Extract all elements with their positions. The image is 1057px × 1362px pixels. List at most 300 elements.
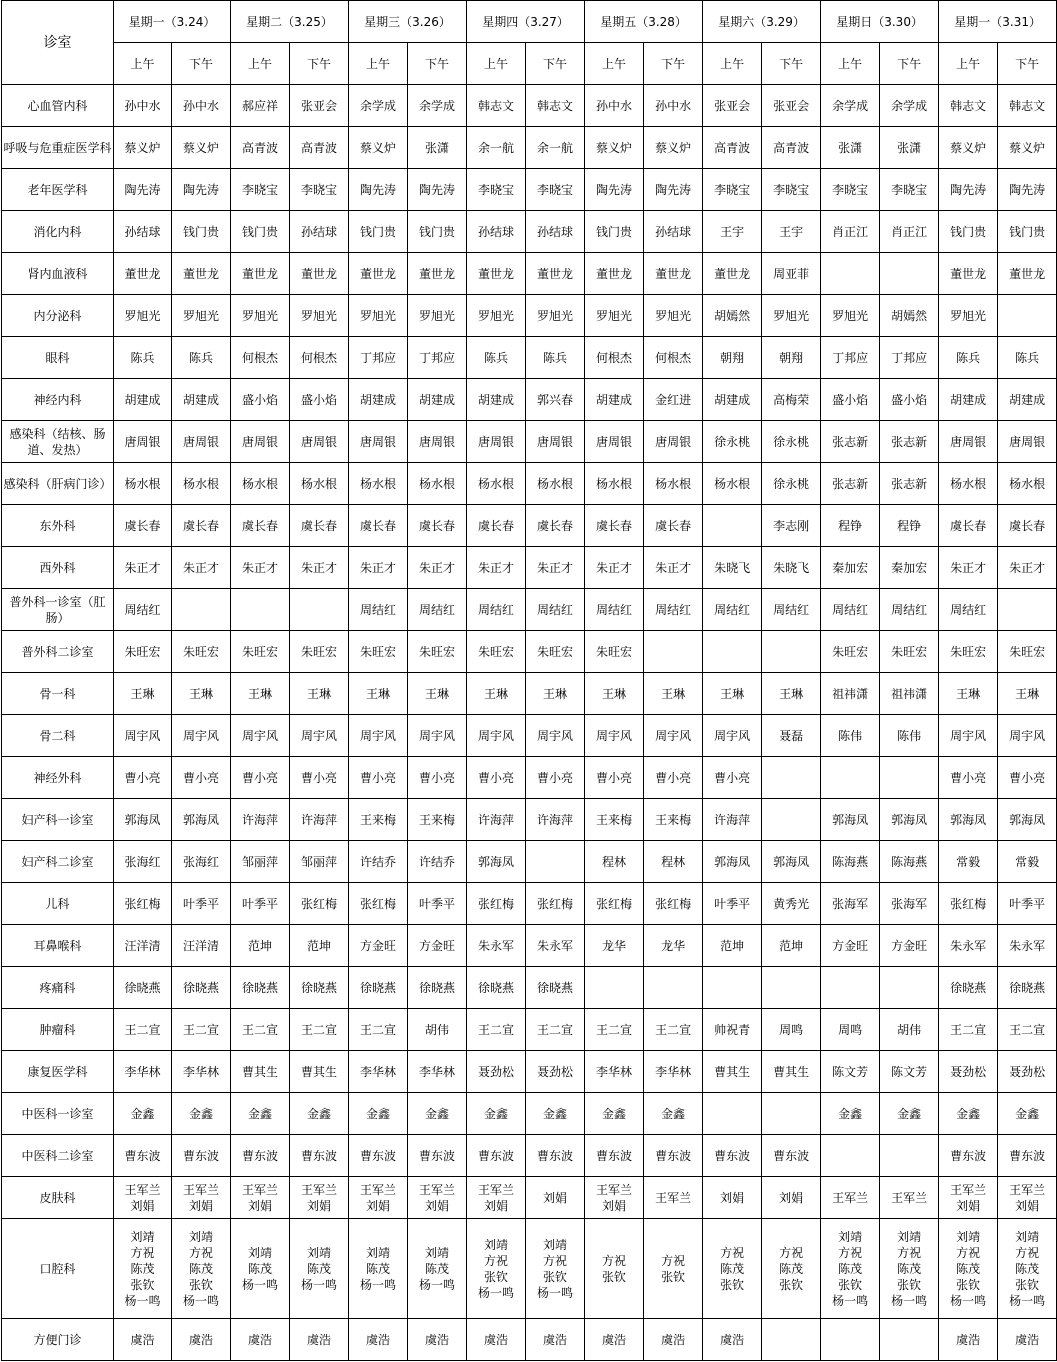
doctor-name: 蔡义炉 [360,140,397,155]
doctor-name: 虞长春 [419,518,456,533]
doctor-name: 徐晓燕 [301,980,338,995]
doctor-name: 朱晓飞 [714,560,751,575]
doctor-cell [231,295,290,337]
doctor-name: 朱正才 [242,560,279,575]
doctor-cell [467,925,526,967]
doctor-cell [939,1177,998,1219]
doctor-name: 王琳 [307,686,332,701]
doctor-cell [408,631,467,673]
doctor-name: 虞浩 [543,1332,568,1347]
doctor-name: 朱旺宏 [537,644,574,659]
doctor-cell [114,337,172,379]
doctor-name: 张志新 [832,476,869,491]
doctor-name: 曹东波 [360,1148,397,1163]
doctor-cell [467,1219,526,1319]
doctor-cell [762,1219,821,1319]
doctor-name: 陈伟 [897,728,922,743]
doctor-name: 余一航 [537,140,574,155]
doctor-name: 虞浩 [130,1332,155,1347]
doctor-cell [762,295,821,337]
doctor-cell [172,211,231,253]
doctor-name: 刘靖 [897,1229,922,1244]
doctor-cell [467,295,526,337]
doctor-name: 唐周银 [242,434,279,449]
doctor-name: 曹小亮 [183,770,220,785]
doctor-cell [290,1319,349,1361]
doctor-cell [821,295,880,337]
doctor-name: 肖正江 [832,224,869,239]
department-row [2,841,1057,883]
doctor-cell [290,1051,349,1093]
doctor-cell [880,1051,939,1093]
doctor-name: 曹其生 [242,1064,279,1079]
doctor-name: 杨水根 [478,476,515,491]
doctor-cell [644,1177,703,1219]
doctor-name: 朱正才 [360,560,397,575]
doctor-cell [762,631,821,673]
doctor-cell [349,1093,408,1135]
doctor-cell [703,547,762,589]
doctor-name: 郭海凤 [1009,812,1046,827]
doctor-cell [703,631,762,673]
doctor-name: 周宇风 [1009,728,1046,743]
doctor-name: 杨一鸣 [419,1277,456,1292]
doctor-name: 余一航 [478,140,515,155]
doctor-name: 曹小亮 [124,770,161,785]
day-header: 星期五（3.28） [585,1,703,43]
department-row [2,295,1057,337]
doctor-name: 刘娟 [543,1190,568,1205]
department-name: 老年医学科 [2,169,114,211]
doctor-name: 韩志文 [478,98,515,113]
doctor-cell [585,463,644,505]
doctor-cell [526,883,585,925]
doctor-cell [467,379,526,421]
doctor-name: 周结红 [714,602,751,617]
doctor-cell [114,799,172,841]
doctor-name: 祖祎潇 [832,686,869,701]
doctor-name: 杨水根 [596,476,633,491]
doctor-cell [880,1177,939,1219]
doctor-name: 虞浩 [425,1332,450,1347]
doctor-name: 朱晓飞 [773,560,810,575]
doctor-name: 杨一鸣 [360,1277,397,1292]
doctor-name: 陈兵 [484,350,509,365]
doctor-name: 陈海燕 [891,854,928,869]
doctor-name: 王琳 [543,686,568,701]
doctor-name: 王军兰 [655,1190,692,1205]
doctor-name: 刘娟 [484,1198,509,1213]
doctor-name: 朝翔 [779,350,804,365]
doctor-name: 张红梅 [596,896,633,911]
doctor-name: 周结红 [419,602,456,617]
doctor-name: 曹东波 [478,1148,515,1163]
doctor-name: 朱旺宏 [124,644,161,659]
doctor-name: 徐晓燕 [1009,980,1046,995]
doctor-cell [703,757,762,799]
doctor-cell [939,253,998,295]
doctor-name: 程林 [661,854,686,869]
doctor-name: 曹东波 [773,1148,810,1163]
doctor-name: 徐晓燕 [242,980,279,995]
doctor-cell [939,505,998,547]
department-name: 康复医学科 [2,1051,114,1093]
doctor-name: 朱旺宏 [419,644,456,659]
doctor-name: 蔡义炉 [1009,140,1046,155]
doctor-cell [349,463,408,505]
doctor-name: 肖正江 [891,224,928,239]
doctor-name: 周宇风 [242,728,279,743]
doctor-name: 唐周银 [478,434,515,449]
doctor-name: 曹其生 [714,1064,751,1079]
doctor-cell [114,85,172,127]
doctor-cell [467,589,526,631]
doctor-cell [703,1135,762,1177]
doctor-cell [998,1009,1057,1051]
doctor-name: 董世龙 [478,266,515,281]
doctor-cell [880,799,939,841]
doctor-cell [939,589,998,631]
doctor-cell [467,883,526,925]
doctor-name: 张钦 [189,1277,214,1292]
doctor-cell [821,589,880,631]
doctor-name: 虞浩 [484,1332,509,1347]
doctor-name: 虞长春 [950,518,987,533]
department-row [2,1135,1057,1177]
doctor-name: 王琳 [425,686,450,701]
doctor-name: 陈兵 [543,350,568,365]
doctor-cell [408,673,467,715]
doctor-name: 虞长春 [183,518,220,533]
doctor-cell [762,1093,821,1135]
doctor-name: 曹小亮 [950,770,987,785]
doctor-name: 杨水根 [714,476,751,491]
doctor-name: 周结红 [537,602,574,617]
doctor-cell [644,883,703,925]
department-row [2,1051,1057,1093]
doctor-name: 陈茂 [130,1261,155,1276]
doctor-name: 王二宣 [478,1022,515,1037]
doctor-cell [231,799,290,841]
morning-header: 上午 [939,43,998,85]
doctor-cell [349,883,408,925]
department-row [2,1319,1057,1361]
department-name: 皮肤科 [2,1177,114,1219]
doctor-cell [526,799,585,841]
doctor-cell [349,547,408,589]
doctor-name: 何根杰 [242,350,279,365]
doctor-cell [703,841,762,883]
doctor-cell [172,1093,231,1135]
doctor-cell [467,1009,526,1051]
doctor-cell [703,1219,762,1319]
doctor-name: 朱永军 [1009,938,1046,953]
doctor-cell [939,547,998,589]
doctor-name: 朱永军 [478,938,515,953]
department-row [2,715,1057,757]
doctor-name: 杨水根 [360,476,397,491]
doctor-name: 朱旺宏 [478,644,515,659]
doctor-name: 孙中水 [596,98,633,113]
doctor-cell [998,547,1057,589]
doctor-cell [349,673,408,715]
doctor-name: 钱门贵 [596,224,633,239]
doctor-cell [939,337,998,379]
doctor-cell [408,1093,467,1135]
doctor-name: 周宇风 [950,728,987,743]
doctor-cell [349,589,408,631]
doctor-cell [231,1219,290,1319]
doctor-name: 王军兰 [419,1182,456,1197]
doctor-name: 曹小亮 [419,770,456,785]
doctor-cell [114,1093,172,1135]
doctor-name: 张红梅 [478,896,515,911]
doctor-name: 范坤 [248,938,273,953]
doctor-name: 陈茂 [189,1261,214,1276]
doctor-name: 李华林 [655,1064,692,1079]
doctor-name: 孙结球 [301,224,338,239]
doctor-name: 朱旺宏 [596,644,633,659]
doctor-name: 方金旺 [891,938,928,953]
doctor-cell [762,253,821,295]
doctor-cell [349,757,408,799]
doctor-name: 王来梅 [360,812,397,827]
doctor-cell [585,883,644,925]
doctor-name: 龙华 [661,938,686,953]
doctor-cell [762,505,821,547]
doctor-name: 陶先涛 [419,182,456,197]
doctor-name: 周结红 [891,602,928,617]
doctor-cell [703,799,762,841]
doctor-cell [526,211,585,253]
doctor-name: 曹东波 [301,1148,338,1163]
doctor-cell [526,505,585,547]
morning-header: 上午 [585,43,644,85]
doctor-cell [644,169,703,211]
doctor-cell [231,211,290,253]
doctor-cell [880,841,939,883]
doctor-cell [880,421,939,463]
doctor-name: 陶先涛 [950,182,987,197]
doctor-name: 余学成 [891,98,928,113]
doctor-cell [526,169,585,211]
doctor-name: 刘靖 [956,1229,981,1244]
doctor-cell [585,1093,644,1135]
doctor-cell [114,925,172,967]
doctor-name: 董世龙 [714,266,751,281]
doctor-name: 曹东波 [1009,1148,1046,1163]
doctor-cell [703,673,762,715]
doctor-name: 杨一鸣 [478,1285,515,1300]
doctor-name: 朱正才 [183,560,220,575]
doctor-cell [172,757,231,799]
doctor-name: 方祝 [484,1253,509,1268]
department-row [2,1177,1057,1219]
doctor-cell [172,379,231,421]
doctor-cell [703,505,762,547]
doctor-cell [644,421,703,463]
doctor-cell [880,211,939,253]
doctor-name: 秦加宏 [891,560,928,575]
doctor-name: 孙结球 [478,224,515,239]
doctor-cell [408,1009,467,1051]
doctor-cell [939,1219,998,1319]
doctor-cell [644,1319,703,1361]
doctor-cell [290,799,349,841]
doctor-name: 杨一鸣 [301,1277,338,1292]
doctor-name: 金鑫 [425,1106,450,1121]
doctor-name: 王二宣 [360,1022,397,1037]
doctor-name: 朝翔 [720,350,745,365]
doctor-cell [526,715,585,757]
doctor-name: 龙华 [602,938,627,953]
doctor-cell [231,673,290,715]
doctor-name: 王来梅 [419,812,456,827]
doctor-name: 朱正才 [124,560,161,575]
doctor-name: 唐周银 [1009,434,1046,449]
doctor-name: 曹其生 [773,1064,810,1079]
doctor-cell [526,757,585,799]
doctor-name: 周宇风 [537,728,574,743]
doctor-cell [998,1177,1057,1219]
afternoon-header: 下午 [408,43,467,85]
doctor-name: 金鑫 [130,1106,155,1121]
doctor-name: 方祝 [720,1245,745,1260]
doctor-cell [644,1219,703,1319]
doctor-cell [880,505,939,547]
doctor-cell [821,631,880,673]
doctor-name: 周宇风 [419,728,456,743]
doctor-cell [467,463,526,505]
doctor-cell [172,463,231,505]
doctor-cell [408,421,467,463]
doctor-name: 胡建成 [596,392,633,407]
department-row [2,673,1057,715]
doctor-cell [231,253,290,295]
doctor-name: 金鑫 [307,1106,332,1121]
doctor-name: 周宇风 [183,728,220,743]
doctor-name: 张海红 [124,854,161,869]
doctor-cell [290,1219,349,1319]
department-name: 眼科 [2,337,114,379]
doctor-cell [644,1135,703,1177]
doctor-name: 曹东波 [537,1148,574,1163]
doctor-name: 虞浩 [366,1332,391,1347]
doctor-cell [231,337,290,379]
doctor-name: 朱旺宏 [301,644,338,659]
doctor-name: 罗旭光 [832,308,869,323]
doctor-name: 高青波 [301,140,338,155]
department-row [2,1093,1057,1135]
doctor-cell [114,505,172,547]
doctor-cell [939,1135,998,1177]
doctor-cell [644,589,703,631]
doctor-cell [703,169,762,211]
doctor-cell [644,547,703,589]
doctor-cell [880,589,939,631]
afternoon-header: 下午 [880,43,939,85]
doctor-cell [408,841,467,883]
doctor-cell [114,673,172,715]
doctor-cell [703,1093,762,1135]
doctor-name: 罗旭光 [596,308,633,323]
doctor-cell [526,253,585,295]
doctor-name: 王琳 [720,686,745,701]
doctor-name: 张钦 [897,1277,922,1292]
doctor-name: 罗旭光 [242,308,279,323]
doctor-cell [880,295,939,337]
department-name: 呼吸与危重症医学科 [2,127,114,169]
doctor-name: 刘靖 [130,1229,155,1244]
doctor-cell [585,547,644,589]
doctor-cell [408,463,467,505]
doctor-cell [231,589,290,631]
doctor-cell [408,169,467,211]
doctor-name: 董世龙 [537,266,574,281]
doctor-cell [467,505,526,547]
doctor-name: 唐周银 [360,434,397,449]
doctor-name: 董世龙 [655,266,692,281]
doctor-cell [939,169,998,211]
doctor-name: 陈茂 [779,1261,804,1276]
doctor-name: 杨水根 [1009,476,1046,491]
doctor-cell [114,211,172,253]
doctor-name: 刘娟 [130,1198,155,1213]
doctor-cell [467,631,526,673]
doctor-name: 许海萍 [714,812,751,827]
doctor-cell [467,799,526,841]
afternoon-header: 下午 [998,43,1057,85]
doctor-name: 陶先涛 [655,182,692,197]
doctor-cell [880,757,939,799]
doctor-name: 徐晓燕 [537,980,574,995]
doctor-cell [703,1009,762,1051]
doctor-cell [998,1135,1057,1177]
doctor-cell [290,379,349,421]
doctor-cell [644,1093,703,1135]
doctor-cell [114,169,172,211]
doctor-name: 王军兰 [301,1182,338,1197]
doctor-name: 朱旺宏 [1009,644,1046,659]
doctor-name: 周鸣 [779,1022,804,1037]
doctor-cell [231,463,290,505]
doctor-name: 钱门贵 [1009,224,1046,239]
doctor-cell [408,547,467,589]
doctor-cell [880,1135,939,1177]
doctor-name: 刘靖 [425,1245,450,1260]
doctor-cell [644,715,703,757]
doctor-cell [231,1177,290,1219]
doctor-name: 金红进 [655,392,692,407]
doctor-cell [172,715,231,757]
doctor-name: 金鑫 [366,1106,391,1121]
doctor-cell [526,631,585,673]
doctor-cell [408,295,467,337]
doctor-name: 周结红 [655,602,692,617]
doctor-cell [939,883,998,925]
doctor-cell [290,547,349,589]
doctor-cell [172,505,231,547]
doctor-cell [998,757,1057,799]
doctor-cell [526,421,585,463]
doctor-name: 汪洋清 [124,938,161,953]
doctor-name: 金鑫 [189,1106,214,1121]
doctor-name: 虞长春 [596,518,633,533]
doctor-name: 董世龙 [596,266,633,281]
doctor-cell [172,1319,231,1361]
afternoon-header: 下午 [172,43,231,85]
doctor-name: 王军兰 [124,1182,161,1197]
